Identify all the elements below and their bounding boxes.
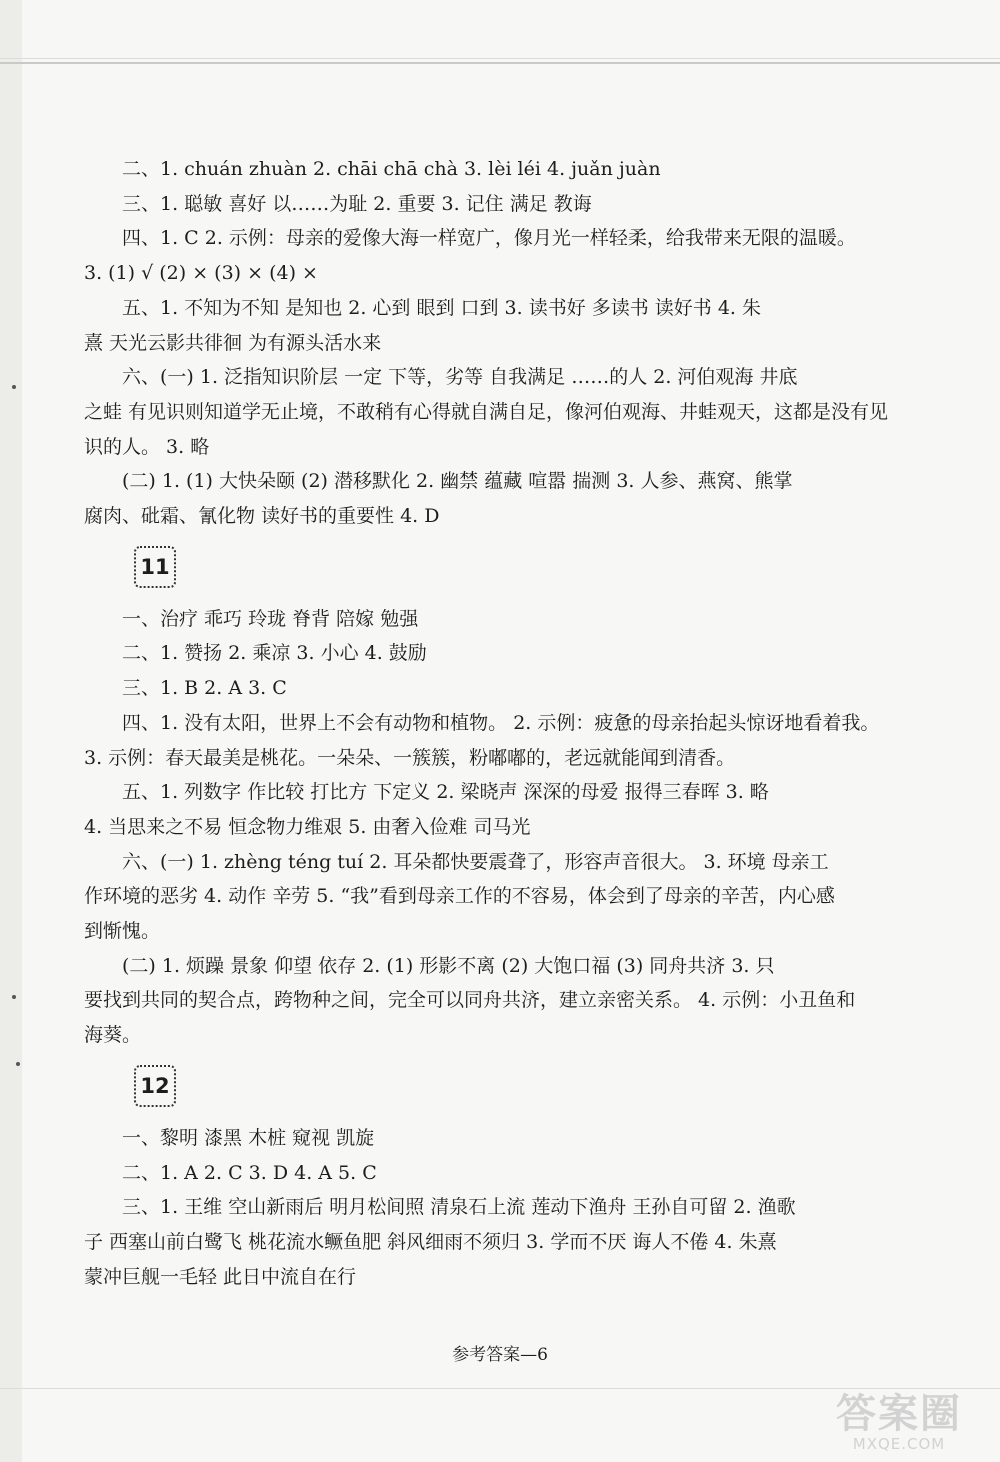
answer-line: 五、1. 列数字 作比较 打比方 下定义 2. 梁晓声 深深的母爱 报得三春晖 3. 略 <box>122 781 769 804</box>
answer-line: 六、(一) 1. 泛指知识阶层 一定 下等，劣等 自我满足 ……的人 2. 河伯观海 井底 <box>122 366 798 389</box>
section-number-badge: 11 <box>134 546 176 588</box>
answer-line: 腐肉、砒霜、氰化物 读好书的重要性 4. D <box>84 505 440 528</box>
answer-line: 3. (1) √ (2) × (3) × (4) × <box>84 262 318 285</box>
answer-line: 二、1. A 2. C 3. D 4. A 5. C <box>122 1161 377 1184</box>
answer-line: 要找到共同的契合点，跨物种之间，完全可以同舟共济，建立亲密关系。 4. 示例：小丑鱼和 <box>84 989 856 1012</box>
top-rule-thin <box>0 58 1000 59</box>
answer-line: 子 西塞山前白鹭飞 桃花流水鳜鱼肥 斜风细雨不须归 3. 学而不厌 诲人不倦 4. 朱熹 <box>84 1230 777 1253</box>
page-footer: 参考答案—6 <box>452 1345 548 1365</box>
answer-line: 之蛙 有见识则知道学无止境，不敢稍有心得就自满自足，像河伯观海、井蛙观天，这都是没有见 <box>84 400 889 423</box>
answer-line: 五、1. 不知为不知 是知也 2. 心到 眼到 口到 3. 读书好 多读书 读好书 4. 朱 <box>122 296 761 319</box>
answer-line: 三、1. 王维 空山新雨后 明月松间照 清泉石上流 莲动下渔舟 王孙自可留 2. 渔歌 <box>122 1196 796 1219</box>
answer-line: 三、1. B 2. A 3. C <box>122 677 287 700</box>
answer-line: 识的人。 3. 略 <box>84 435 210 458</box>
answer-line: 作环境的恶劣 4. 动作 辛劳 5. “我”看到母亲工作的不容易，体会到了母亲的辛苦，内心感 <box>84 885 835 908</box>
watermark-url: MXQE.COM <box>852 1435 946 1453</box>
answer-line: 四、1. C 2. 示例：母亲的爱像大海一样宽广，像月光一样轻柔，给我带来无限的温暖。 <box>122 227 856 250</box>
section-number-badge: 12 <box>134 1065 176 1107</box>
answer-line: 六、(一) 1. zhèng téng tuí 2. 耳朵都快要震聋了，形容声音很大。 3. 环境 母亲工 <box>122 850 829 873</box>
answer-line: (二) 1. (1) 大快朵颐 (2) 潜移默化 2. 幽禁 蕴藏 喧嚣 揣测 3. 人参、燕窝、熊掌 <box>122 470 793 493</box>
answer-line: 4. 当思来之不易 恒念物力维艰 5. 由奢入俭难 司马光 <box>84 815 531 838</box>
answer-line: 海葵。 <box>84 1024 142 1047</box>
answer-line: 二、1. 赞扬 2. 乘凉 3. 小心 4. 鼓励 <box>122 642 427 665</box>
watermark-logo <box>824 1392 974 1456</box>
page-edge <box>0 0 22 1462</box>
answer-line: 二、1. chuán zhuàn 2. chāi chā chà 3. lèi léi 4. juǎn juàn <box>122 158 661 180</box>
bottom-rule <box>0 1388 1000 1389</box>
margin-speck <box>16 1062 20 1066</box>
answer-line: 3. 示例：春天最美是桃花。一朵朵、一簇簇，粉嘟嘟的，老远就能闻到清香。 <box>84 746 736 769</box>
answer-line: 一、治疗 乖巧 玲珑 脊背 陪嫁 勉强 <box>122 607 419 630</box>
answer-line: 到惭愧。 <box>84 920 161 943</box>
answer-line: 四、1. 没有太阳，世界上不会有动物和植物。 2. 示例：疲惫的母亲抬起头惊讶地看着我。 <box>122 711 880 734</box>
answer-line: (二) 1. 烦躁 景象 仰望 依存 2. (1) 形影不离 (2) 大饱口福 (3) 同舟共济 3. 只 <box>122 954 775 977</box>
margin-speck <box>12 385 16 389</box>
answer-line: 一、黎明 漆黑 木桩 窥视 凯旋 <box>122 1126 375 1149</box>
answer-line: 熹 天光云影共徘徊 为有源头活水来 <box>84 331 382 354</box>
margin-speck <box>12 995 16 999</box>
watermark-title: 答案圈 <box>836 1391 962 1437</box>
answer-content <box>84 152 914 1294</box>
top-rule <box>0 62 1000 64</box>
answer-line: 三、1. 聪敏 喜好 以……为耻 2. 重要 3. 记住 满足 教诲 <box>122 192 592 215</box>
answer-line: 蒙冲巨舰一毛轻 此日中流自在行 <box>84 1265 357 1288</box>
